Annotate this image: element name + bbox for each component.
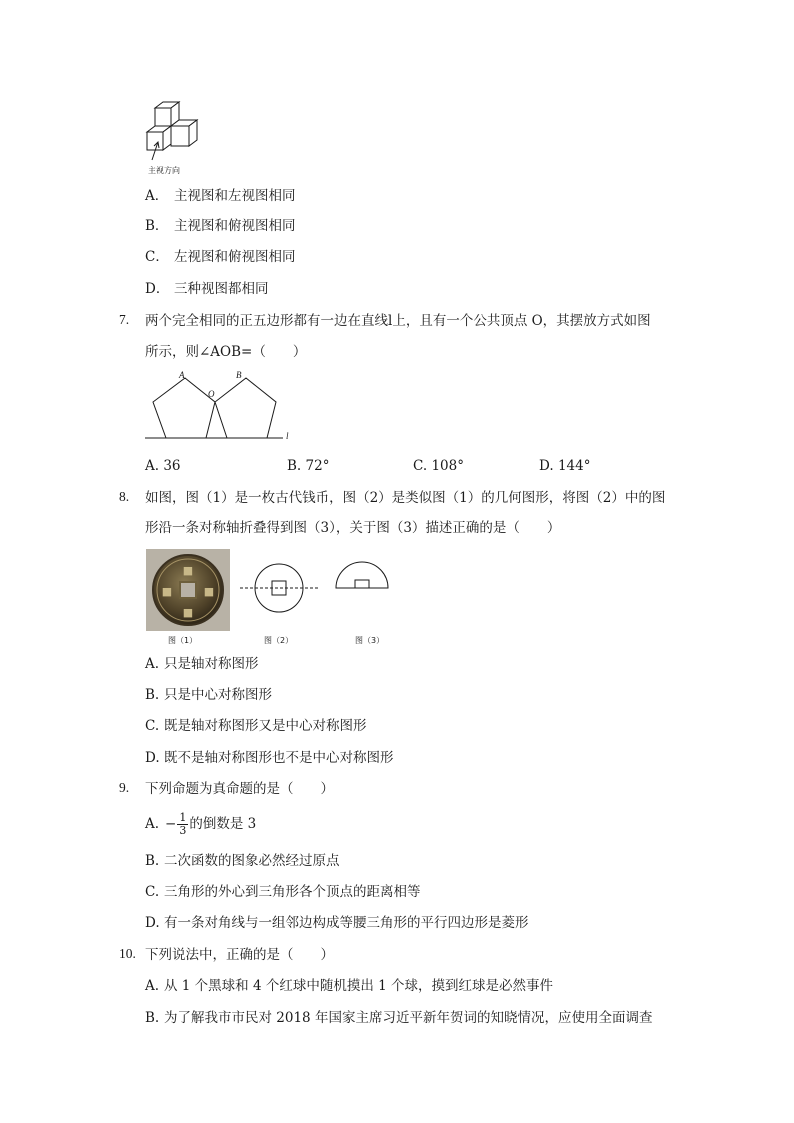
view-direction-arrow <box>148 140 168 160</box>
label-a: A <box>179 370 185 380</box>
figure-3-caption: 图（3） <box>355 636 385 645</box>
option-letter: D. <box>145 915 160 931</box>
semicircle-diagram <box>334 562 394 592</box>
option-letter: C. <box>145 718 160 734</box>
option-text: 有一条对角线与一组邻边构成等腰三角形的平行四边形是菱形 <box>164 915 529 931</box>
option-text: 主视图和左视图相同 <box>174 188 296 204</box>
fraction <box>177 812 188 837</box>
q7-stem-line2: 所示，则∠AOB=（ ） <box>145 344 307 360</box>
q7-option-d <box>539 456 590 476</box>
option-text: 从 1 个黑球和 4 个红球中随机摸出 1 个球，摸到红球是必然事件 <box>164 978 554 994</box>
option-letter: D. <box>145 750 160 766</box>
option-letter: B. <box>145 687 160 703</box>
q8-number: 8. <box>119 489 130 504</box>
figure-2-caption: 图（2） <box>264 636 294 645</box>
q7-stem-line1: 两个完全相同的正五边形都有一边在直线l上，且有一个公共顶点 O，其摆放方式如图 <box>145 313 651 329</box>
fraction-denominator: 3 <box>179 823 187 837</box>
coin-image <box>146 549 230 631</box>
label-b: B <box>236 370 242 380</box>
option-letter: A. <box>145 458 160 474</box>
option-text: 只是轴对称图形 <box>164 656 259 672</box>
figure-1-caption: 图（1） <box>168 636 198 645</box>
q9-number: 9. <box>119 780 130 795</box>
option-letter: C． <box>145 249 169 265</box>
option-letter: B. <box>145 1010 160 1026</box>
option-letter: B. <box>145 853 160 869</box>
view-direction-label: 主视方向 <box>148 166 180 175</box>
svg-text:■: ■ <box>161 585 173 598</box>
option-text: 既不是轴对称图形也不是中心对称图形 <box>164 750 394 766</box>
svg-text:■: ■ <box>182 606 194 619</box>
q9-stem: 下列命题为真命题的是（ ） <box>145 781 334 797</box>
q8-stem-line1: 如图，图（1）是一枚古代钱币，图（2）是类似图（1）的几何图形，将图（2）中的图 <box>145 490 666 506</box>
q7-option-c <box>413 456 464 476</box>
q9-option-a <box>145 806 256 842</box>
q7-option-b <box>287 456 329 476</box>
option-text: 三角形的外心到三角形各个顶点的距离相等 <box>164 884 421 900</box>
q7-number: 7. <box>119 312 130 327</box>
option-letter: B. <box>287 458 302 474</box>
q10-number: 10. <box>119 946 136 961</box>
q8-stem-line2: 形沿一条对称轴折叠得到图（3），关于图（3）描述正确的是（ ） <box>145 520 561 536</box>
option-text: 72° <box>305 458 330 474</box>
circle-square-diagram <box>240 560 320 620</box>
option-text: 144° <box>557 458 591 474</box>
option-text: 为了解我市市民对 2018 年国家主席习近平新年贺词的知晓情况，应使用全面调查 <box>164 1010 653 1026</box>
option-letter: A. <box>145 656 160 672</box>
option-text: 只是中心对称图形 <box>164 687 272 703</box>
option-text: 主视图和俯视图相同 <box>174 218 296 234</box>
q7-option-a <box>145 456 181 476</box>
q10-stem: 下列说法中，正确的是（ ） <box>145 947 334 963</box>
option-letter: D. <box>539 458 554 474</box>
option-text: 既是轴对称图形又是中心对称图形 <box>164 718 367 734</box>
label-o: O <box>208 389 215 399</box>
svg-text:■: ■ <box>182 564 194 577</box>
option-letter: D． <box>145 281 170 297</box>
option-text: 三种视图都相同 <box>174 281 269 297</box>
option-letter: C. <box>145 884 160 900</box>
coin-photo <box>146 549 230 631</box>
option-text: 36 <box>163 458 181 474</box>
svg-text:■: ■ <box>203 585 215 598</box>
option-text: 左视图和俯视图相同 <box>174 249 296 265</box>
option-letter: A. <box>145 978 160 994</box>
option-letter: C. <box>413 458 428 474</box>
minus-sign: − <box>165 816 177 832</box>
option-letter: A. <box>145 816 160 832</box>
option-text: 108° <box>431 458 464 474</box>
option-letter: A． <box>145 188 169 204</box>
fraction-numerator: 1 <box>179 810 187 824</box>
option-text: 二次函数的图象必然经过原点 <box>164 853 340 869</box>
option-letter: B． <box>145 218 169 234</box>
pentagons-diagram <box>143 368 293 443</box>
label-l: l <box>286 431 289 441</box>
option-text: 的倒数是 3 <box>189 816 257 832</box>
